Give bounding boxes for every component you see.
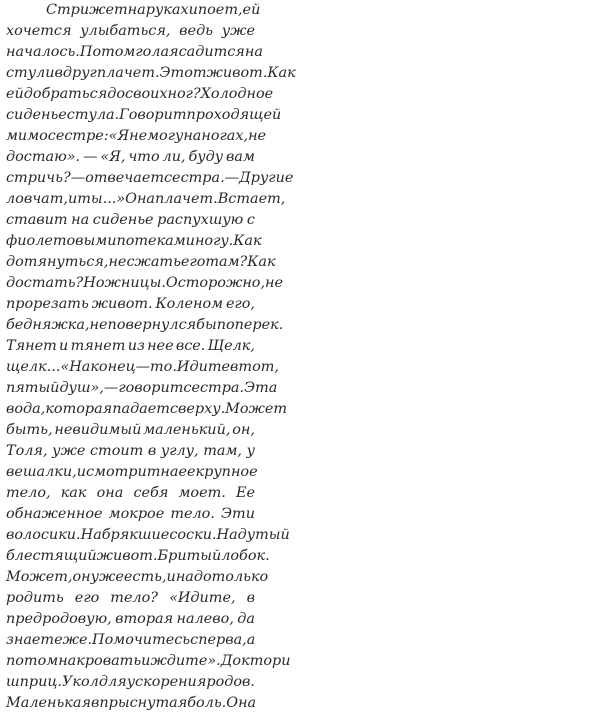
text-line: ловчат, и ты...» Она плачет. Встает,: [6, 191, 286, 207]
text-line: ставит на сиденье распухшую с: [6, 212, 255, 228]
text-line: сиденье стула. Говорит проходящей: [6, 107, 282, 123]
text-line: вода, которая падает сверху. Может: [6, 401, 288, 417]
text-line: знаете же. Помочитесь сперва, а: [6, 632, 256, 648]
text-line: Толя, уже стоит в углу, там, у: [6, 443, 255, 459]
text-line: блестящий живот. Бритый лобок.: [6, 548, 270, 564]
text-line: предродовую, вторая налево, да: [6, 611, 255, 627]
text-line: стул и вдруг плачет. Этот живот. Как: [6, 65, 296, 81]
text-line: щелк... «Наконец—то. Идите в тот,: [6, 359, 279, 375]
text-line: прорезать живот. Коленом его,: [6, 296, 255, 312]
text-line: дотянуться, не сжать его там? Как: [6, 254, 276, 270]
text-line: стричь? — отвечает сестра. — Другие: [6, 170, 294, 186]
text-line: пятый душ», — говорит сестра. Эта: [6, 380, 278, 396]
text-column: [6, 0, 296, 714]
text-line: обнаженное мокрое тело. Эти: [6, 506, 255, 522]
text-line: ей добраться до своих ног? Холодное: [6, 86, 274, 102]
text-line: бедняжка, не повернулся бы поперек.: [6, 317, 284, 333]
text-line: достаю». — «Я, что ли, буду вам: [6, 149, 255, 165]
text-line: мимо сестре: «Я не могу на ногах, не: [6, 128, 267, 144]
text-line: волосики. Набрякшие соски. Надутый: [6, 527, 290, 543]
text-line: фиолетовыми потеками ногу. Как: [6, 233, 262, 249]
text-line: Может, он уже есть, и надо только: [6, 569, 269, 585]
text-line: тело, как она себя моет. Ее: [6, 485, 255, 501]
text-line: достать? Ножницы. Осторожно, не: [6, 275, 284, 291]
text-line: родить его тело? «Идите, в: [6, 590, 255, 606]
text-line: потом на кровать и ждите». Доктор и: [6, 653, 291, 669]
text-line: быть, невидимый маленький, он,: [6, 422, 255, 438]
text-line: шприц. Укол для ускорения родов.: [6, 674, 255, 690]
text-line: Стрижет на руках и поет, ей: [46, 2, 261, 18]
text-line: вешалки, и смотрит на ее крупное: [6, 464, 258, 480]
text-line: Маленькая впрыснутая боль. Она: [6, 695, 257, 711]
text-line: Тянет и тянет из нее все. Щелк,: [6, 338, 255, 354]
text-page: [6, 0, 296, 711]
text-line: хочется улыбаться, ведь уже: [6, 23, 255, 39]
text-line: началось. Потом голая садится на: [6, 44, 263, 60]
